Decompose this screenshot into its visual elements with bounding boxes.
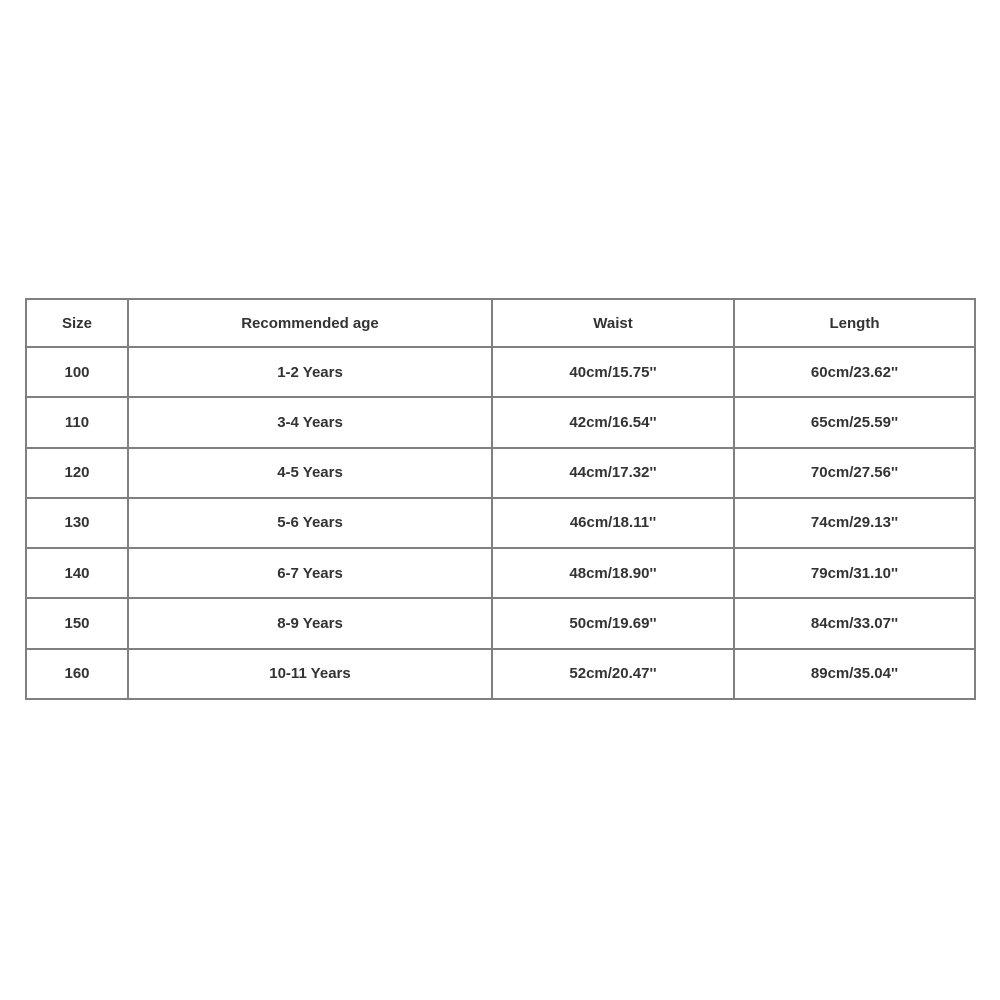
header-length: Length [734,299,975,347]
table-row [26,598,975,648]
recommended-age-cell: 5-6 Years [128,498,492,548]
recommended-age-cell: 6-7 Years [128,548,492,598]
recommended-age-cell: 8-9 Years [128,598,492,648]
table-row [26,498,975,548]
table-row [26,649,975,699]
table-row [26,397,975,447]
recommended-age-cell: 10-11 Years [128,649,492,699]
size-cell: 100 [26,347,128,397]
header-waist: Waist [492,299,734,347]
length-cell: 79cm/31.10'' [734,548,975,598]
header-size: Size [26,299,128,347]
header-recommended-age: Recommended age [128,299,492,347]
waist-cell: 42cm/16.54'' [492,397,734,447]
size-cell: 110 [26,397,128,447]
waist-cell: 52cm/20.47'' [492,649,734,699]
size-chart-table [25,298,976,700]
table-row [26,347,975,397]
waist-cell: 40cm/15.75'' [492,347,734,397]
length-cell: 84cm/33.07'' [734,598,975,648]
waist-cell: 46cm/18.11'' [492,498,734,548]
length-cell: 70cm/27.56'' [734,448,975,498]
length-cell: 60cm/23.62'' [734,347,975,397]
size-cell: 160 [26,649,128,699]
recommended-age-cell: 3-4 Years [128,397,492,447]
length-cell: 74cm/29.13'' [734,498,975,548]
size-cell: 130 [26,498,128,548]
recommended-age-cell: 4-5 Years [128,448,492,498]
table-header-row [26,299,975,347]
table-body [26,347,975,699]
table-row [26,448,975,498]
waist-cell: 50cm/19.69'' [492,598,734,648]
size-cell: 120 [26,448,128,498]
size-cell: 150 [26,598,128,648]
size-cell: 140 [26,548,128,598]
table-row [26,548,975,598]
length-cell: 89cm/35.04'' [734,649,975,699]
waist-cell: 48cm/18.90'' [492,548,734,598]
length-cell: 65cm/25.59'' [734,397,975,447]
waist-cell: 44cm/17.32'' [492,448,734,498]
recommended-age-cell: 1-2 Years [128,347,492,397]
